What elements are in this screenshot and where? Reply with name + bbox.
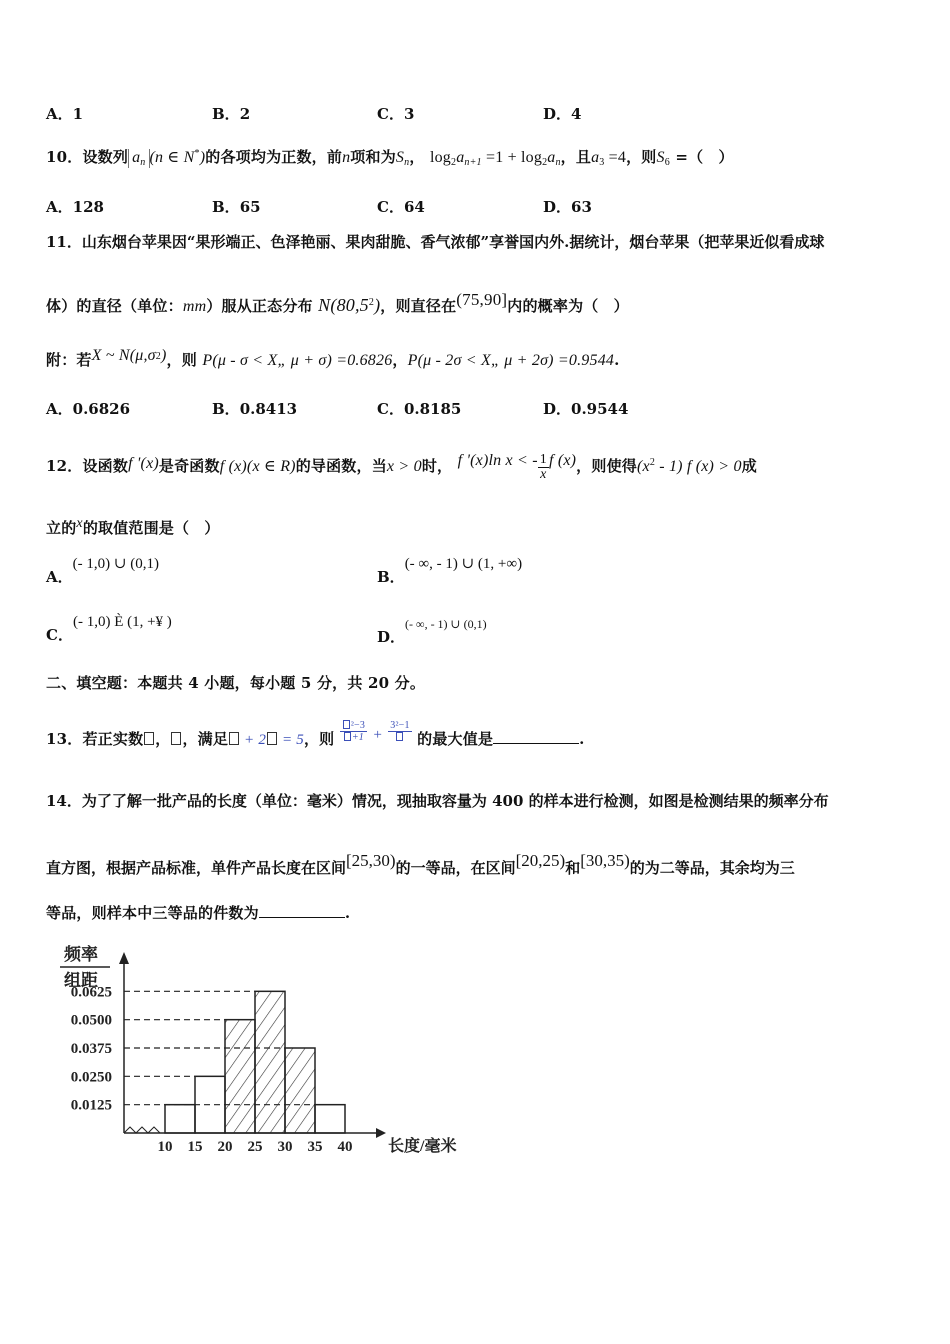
q12-option-a: A．(- 1,0) ∪ (0,1) bbox=[46, 556, 159, 586]
section-2-heading: 二、填空题：本题共 4 小题，每小题 5 分，共 20 分。 bbox=[46, 674, 426, 692]
x-axis-arrow bbox=[376, 1128, 386, 1138]
x-tick-label: 35 bbox=[307, 1139, 323, 1155]
question-14-line-2: 直方图，根据产品标准，单件产品长度在区间[25,30)的一等品，在区间[20,25)和[30,35)的为二等品，其余均为三 bbox=[46, 851, 795, 877]
q10-option-c: C．64 bbox=[377, 198, 425, 216]
y-tick-label: 0.0625 bbox=[70, 984, 112, 1001]
q11-option-c: C．0.8185 bbox=[377, 400, 462, 418]
x-tick-label: 30 bbox=[277, 1139, 293, 1155]
question-13: 13．若正实数 ， ，满足 + 2 = 5，则 $\frac{\text{²−3}}{+1}$ + 3²−1 的最大值是 . bbox=[46, 720, 585, 748]
q9-option-b: B．2 bbox=[212, 105, 251, 123]
q11-option-b: B．0.8413 bbox=[212, 400, 298, 418]
histogram-bar bbox=[315, 1105, 345, 1133]
question-12-line-1: 12．设函数f '(x)是奇函数f (x)(x ∈ R)的导函数，当x > 0时， f '(x)ln x < - $\frac{1}{x}$ f (x)，则使得$(x^2 - 1)$ f (x) > 0成 bbox=[46, 451, 757, 482]
y-axis-arrow bbox=[119, 952, 129, 964]
y-tick-label: 0.0500 bbox=[70, 1012, 112, 1029]
histogram-bar bbox=[225, 1020, 255, 1133]
x-axis-label: 长度/毫米 bbox=[388, 1138, 457, 1155]
question-10: 10．设数列 $a_n$ (n ∈ N*)的各项均为正数，前n项和为$S_n$， $\log_2a_{n+1} =1 + \log_2a_n$，且$a_3 =4$，则$S_6$ =（ ） bbox=[46, 148, 734, 168]
q10-option-b: B．65 bbox=[212, 198, 261, 216]
q9-option-c: C．3 bbox=[377, 105, 415, 123]
question-11-line-3: 附：若X ~ $N(\mu,\sigma^2)$，则 P(μ - σ < X„ μ + σ) =0.6826，P(μ - 2σ < X„ μ + 2σ) =0.9544. bbox=[46, 347, 620, 369]
y-tick-label: 0.0125 bbox=[70, 1097, 112, 1114]
q11-option-a: A．0.6826 bbox=[46, 400, 131, 418]
q11-option-d: D．0.9544 bbox=[543, 400, 629, 418]
q12-option-d: D．(- ∞, - 1) ∪ (0,1) bbox=[377, 617, 487, 646]
histogram-bar bbox=[255, 991, 285, 1133]
question-11-line-1: 11．山东烟台苹果因“果形端正、色泽艳丽、果肉甜脆、香气浓郁”享誉国内外.据统计，烟台苹果（把苹果近似看成球 bbox=[46, 233, 825, 251]
frequency-histogram bbox=[40, 938, 470, 1168]
q9-option-a: A．1 bbox=[46, 105, 84, 123]
q10-option-a: A．128 bbox=[46, 198, 104, 216]
q10-option-d: D．63 bbox=[543, 198, 592, 216]
q12-option-c: C．(- 1,0) È (1, +¥ ) bbox=[46, 614, 172, 644]
y-axis-label-bottom: 组距 bbox=[64, 971, 98, 990]
x-tick-label: 15 bbox=[187, 1139, 203, 1155]
q9-option-d: D．4 bbox=[543, 105, 582, 123]
x-tick-label: 10 bbox=[157, 1139, 173, 1155]
histogram-bar bbox=[165, 1105, 195, 1133]
question-14-line-1: 14．为了了解一批产品的长度（单位：毫米）情况，现抽取容量为 400 的样本进行检测，如图是检测结果的频率分布 bbox=[46, 792, 829, 810]
question-12-line-2: 立的x的取值范围是（ ） bbox=[46, 516, 220, 537]
q12-option-b: B．(- ∞, - 1) ∪ (1, +∞) bbox=[377, 556, 523, 586]
axis-break bbox=[124, 1127, 160, 1133]
y-tick-label: 0.0375 bbox=[70, 1041, 112, 1057]
y-axis-label-top: 频率 bbox=[64, 945, 98, 964]
question-11-line-2: 体）的直径（单位：mm）服从正态分布 N(80,5$^2$)，则直径在(75,90]内的概率为（ ） bbox=[46, 290, 629, 315]
y-tick-label: 0.0250 bbox=[70, 1069, 112, 1086]
question-14-line-3: 等品，则样本中三等品的件数为 . bbox=[46, 904, 351, 922]
x-tick-label: 20 bbox=[217, 1139, 233, 1155]
x-tick-label: 40 bbox=[337, 1139, 353, 1155]
histogram-bar bbox=[285, 1048, 315, 1133]
x-tick-label: 25 bbox=[247, 1139, 263, 1155]
